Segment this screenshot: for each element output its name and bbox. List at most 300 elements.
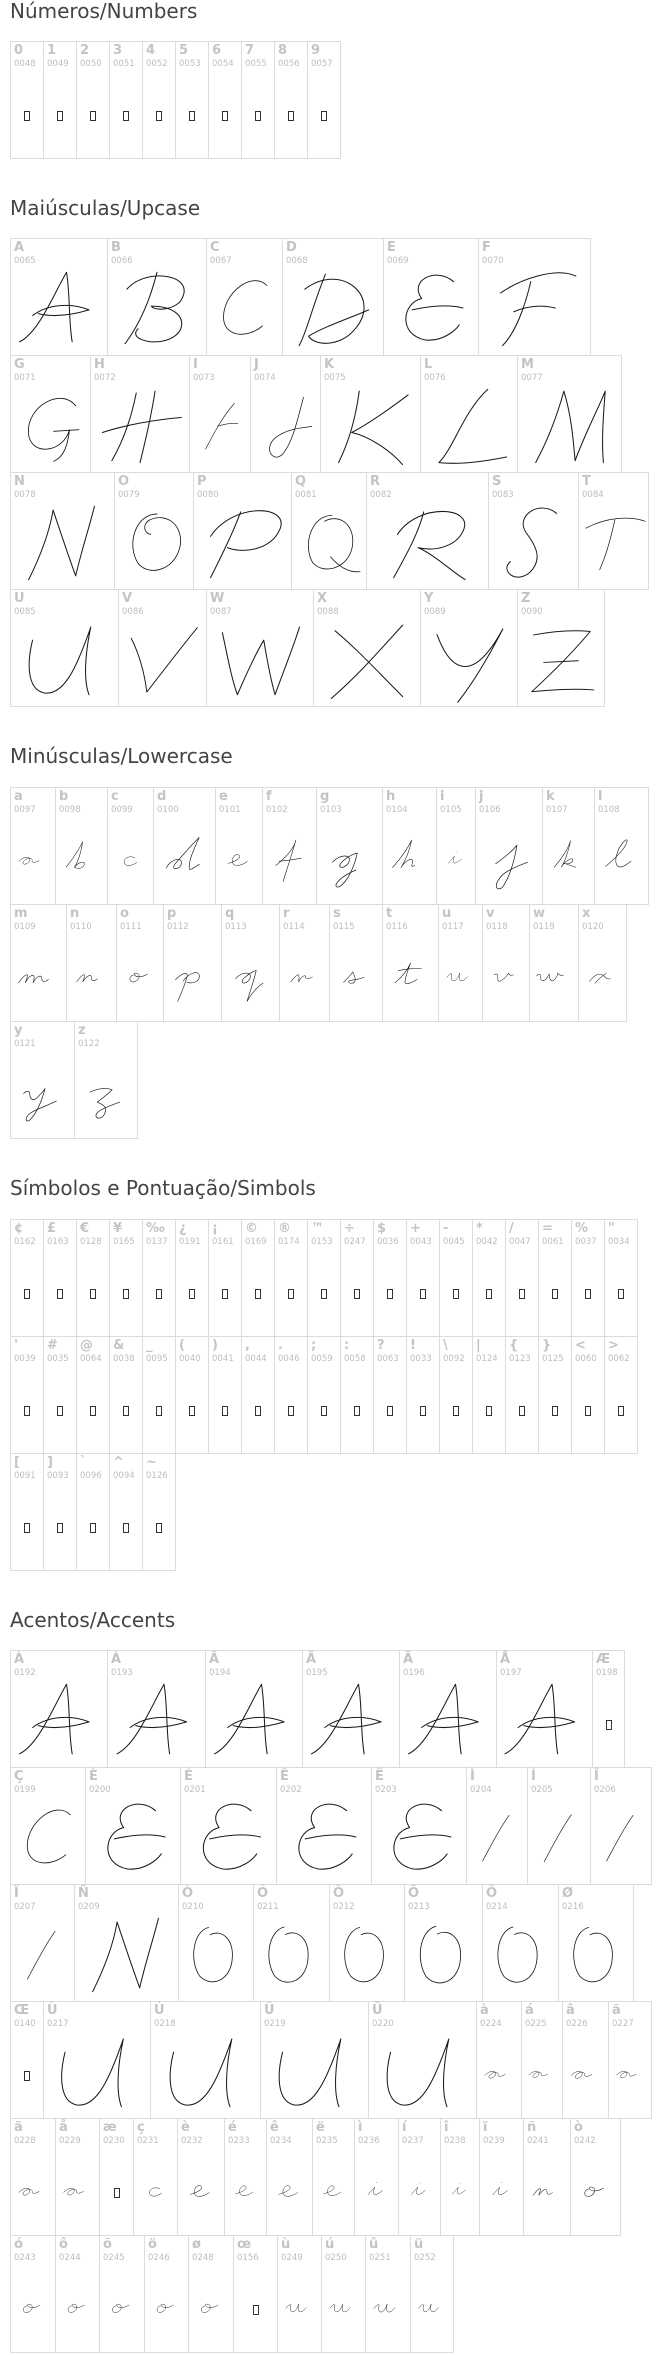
glyph-char-label: - xyxy=(443,1221,449,1236)
glyph-stroke xyxy=(483,1815,509,1861)
glyph-char-label: â xyxy=(566,2003,575,2018)
missing-glyph-box xyxy=(255,1289,261,1299)
missing-glyph-box xyxy=(24,2071,30,2081)
glyph-code-label: 0088 xyxy=(317,607,339,617)
glyph-preview xyxy=(11,1907,74,2001)
glyph-char-label: Y xyxy=(424,591,434,606)
missing-glyph-box xyxy=(288,111,294,121)
glyph-code-label: 0252 xyxy=(414,2253,436,2263)
glyph-char-label: õ xyxy=(103,2237,112,2252)
glyph-cell xyxy=(107,1650,206,1768)
glyph-code-label: 0116 xyxy=(386,922,408,932)
glyph-code-label: 0085 xyxy=(14,607,36,617)
glyph-code-label: 0059 xyxy=(311,1354,333,1364)
glyph-code-label: 0199 xyxy=(14,1785,36,1795)
glyph-cell xyxy=(260,2001,369,2119)
missing-glyph-box xyxy=(90,111,96,121)
glyph-code-label: 0090 xyxy=(521,607,543,617)
glyph-stroke xyxy=(333,853,358,887)
missing-glyph-box xyxy=(123,1289,129,1299)
glyph-preview xyxy=(261,2024,368,2118)
glyph-stroke xyxy=(494,973,513,981)
glyph-preview xyxy=(530,927,578,1021)
glyph-preview xyxy=(476,810,542,904)
glyph-cell xyxy=(608,2001,652,2119)
glyph-stroke xyxy=(20,1684,90,1754)
glyph-preview xyxy=(225,2141,266,2235)
glyph-cell xyxy=(76,1336,110,1454)
glyph-code-label: 0225 xyxy=(525,2019,547,2029)
glyph-char-label: r xyxy=(283,906,290,921)
glyph-code-label: 0050 xyxy=(80,59,102,69)
glyph-char-label: > xyxy=(608,1338,619,1353)
glyph-char-label: x xyxy=(582,906,591,921)
glyph-cell xyxy=(529,904,579,1022)
glyph-stroke xyxy=(108,1804,165,1869)
glyph-char-label: ® xyxy=(278,1221,291,1236)
glyph-code-label: 0084 xyxy=(582,490,604,500)
glyph-cell xyxy=(420,355,518,473)
glyph-cell xyxy=(373,1219,407,1337)
glyph-char-label: X xyxy=(317,591,328,606)
glyph-cell xyxy=(215,787,263,905)
glyph-code-label: 0036 xyxy=(377,1237,399,1247)
glyph-code-label: 0105 xyxy=(440,805,462,815)
glyph-code-label: 0209 xyxy=(78,1902,100,1912)
glyph-code-label: 0106 xyxy=(479,805,501,815)
glyph-code-label: 0234 xyxy=(270,2136,292,2146)
glyph-stroke xyxy=(452,2183,465,2194)
glyph-char-label: a xyxy=(14,789,23,804)
glyph-code-label: 0162 xyxy=(14,1237,36,1247)
glyph-char-label: | xyxy=(476,1338,481,1353)
glyph-cell xyxy=(74,1884,179,2002)
glyph-preview xyxy=(108,1673,205,1767)
glyph-cell xyxy=(109,1453,143,1571)
glyph-code-label: 0038 xyxy=(113,1354,135,1364)
glyph-char-label: Ê xyxy=(280,1769,289,1784)
glyph-code-label: 0040 xyxy=(179,1354,201,1364)
glyph-cell xyxy=(538,1336,572,1454)
glyph-code-label: 0124 xyxy=(476,1354,498,1364)
glyph-cell xyxy=(496,1650,593,1768)
glyph-stroke xyxy=(175,973,199,1002)
glyph-cell xyxy=(383,238,479,356)
glyph-stroke xyxy=(125,272,184,343)
glyph-char-label: Â xyxy=(209,1652,220,1667)
glyph-char-label: ü xyxy=(414,2237,424,2252)
glyph-stroke xyxy=(224,281,268,335)
glyph-preview xyxy=(44,2024,150,2118)
glyph-cell xyxy=(365,2235,411,2353)
glyph-preview xyxy=(559,1907,633,2001)
glyph-cell xyxy=(109,41,143,159)
glyph-cell xyxy=(329,1884,405,2002)
glyph-char-label: Å xyxy=(500,1652,511,1667)
glyph-char-label: á xyxy=(525,2003,534,2018)
glyph-cell xyxy=(10,1336,44,1454)
glyph-preview xyxy=(11,2141,55,2235)
glyph-char-label: l xyxy=(598,789,603,804)
missing-glyph-box xyxy=(57,1523,63,1533)
missing-glyph-box xyxy=(288,1289,294,1299)
glyph-cell xyxy=(175,41,209,159)
glyph-cell xyxy=(208,1219,242,1337)
glyph-code-label: 0174 xyxy=(278,1237,300,1247)
missing-glyph-box xyxy=(453,1289,459,1299)
glyph-cell xyxy=(410,2235,454,2353)
glyph-char-label: 6 xyxy=(212,43,222,58)
glyph-code-label: 0247 xyxy=(344,1237,366,1247)
glyph-code-label: 0048 xyxy=(14,59,36,69)
glyph-preview xyxy=(383,927,438,1021)
glyph-code-label: 0093 xyxy=(47,1471,69,1481)
missing-glyph-box xyxy=(156,1289,162,1299)
glyph-preview xyxy=(480,2141,523,2235)
glyph-code-label: 0211 xyxy=(257,1902,279,1912)
glyph-cell xyxy=(571,1219,605,1337)
glyph-char-label: v xyxy=(486,906,495,921)
glyph-char-label: ä xyxy=(14,2120,23,2135)
glyph-stroke xyxy=(501,273,576,346)
glyph-stroke xyxy=(236,971,263,1002)
glyph-cell xyxy=(208,41,242,159)
missing-glyph-box xyxy=(90,1523,96,1533)
glyph-stroke xyxy=(324,2186,341,2196)
glyph-char-label: s xyxy=(333,906,341,921)
glyph-cell xyxy=(320,355,421,473)
glyph-code-label: 0033 xyxy=(410,1354,432,1364)
glyph-stroke xyxy=(77,975,98,982)
glyph-cell xyxy=(604,1336,638,1454)
glyph-cell xyxy=(406,1219,440,1337)
glyph-char-label: Í xyxy=(531,1769,536,1784)
glyph-code-label: 0126 xyxy=(146,1471,168,1481)
glyph-cell xyxy=(321,2235,366,2353)
glyph-code-label: 0249 xyxy=(281,2253,303,2263)
glyph-char-label: Ï xyxy=(14,1886,19,1901)
glyph-code-label: 0037 xyxy=(575,1237,597,1247)
glyph-stroke xyxy=(286,2304,307,2312)
glyph-code-label: 0115 xyxy=(333,922,355,932)
glyph-code-label: 0081 xyxy=(295,490,317,500)
glyph-char-label: K xyxy=(324,357,335,372)
glyph-char-label: g xyxy=(320,789,330,804)
glyph-code-label: 0241 xyxy=(527,2136,549,2146)
glyph-char-label: ] xyxy=(47,1455,53,1470)
glyph-cell xyxy=(180,1767,277,1885)
glyph-code-label: 0108 xyxy=(598,805,620,815)
glyph-preview xyxy=(179,1907,253,2001)
glyph-char-label: ? xyxy=(377,1338,385,1353)
glyph-cell xyxy=(578,472,649,590)
glyph-stroke xyxy=(586,518,645,569)
glyph-preview xyxy=(411,2258,453,2352)
missing-glyph-box xyxy=(253,2305,259,2315)
glyph-preview xyxy=(467,1790,527,1884)
glyph-char-label: c xyxy=(111,789,119,804)
glyph-preview xyxy=(151,2024,260,2118)
glyph-code-label: 0196 xyxy=(403,1668,425,1678)
glyph-code-label: 0229 xyxy=(59,2136,81,2146)
glyph-stroke xyxy=(270,397,312,457)
glyph-stroke xyxy=(536,391,606,462)
glyph-char-label: t xyxy=(386,906,393,921)
missing-glyph-box xyxy=(354,1406,360,1416)
glyph-char-label: ; xyxy=(311,1338,317,1353)
glyph-stroke xyxy=(493,2182,508,2194)
glyph-cell xyxy=(241,1219,275,1337)
glyph-cell xyxy=(274,1336,308,1454)
glyph-char-label: A xyxy=(14,240,25,255)
glyph-preview xyxy=(154,810,215,904)
glyph-stroke xyxy=(507,508,557,577)
glyph-char-label: & xyxy=(113,1338,125,1353)
glyph-stroke xyxy=(411,2183,425,2195)
glyph-char-label: R xyxy=(370,474,381,489)
glyph-char-label: M xyxy=(521,357,534,372)
glyph-preview xyxy=(579,927,626,1021)
glyph-code-label: 0079 xyxy=(118,490,140,500)
glyph-char-label: 5 xyxy=(179,43,189,58)
glyph-preview xyxy=(119,612,206,706)
missing-glyph-box xyxy=(321,111,327,121)
glyph-cell xyxy=(109,1219,143,1337)
glyph-code-label: 0193 xyxy=(111,1668,133,1678)
glyph-code-label: 0245 xyxy=(103,2253,125,2263)
glyph-code-label: 0251 xyxy=(369,2253,391,2263)
glyph-code-label: 0062 xyxy=(608,1354,630,1364)
glyph-cell xyxy=(43,2001,151,2119)
glyph-code-label: 0078 xyxy=(14,490,36,500)
glyph-cell xyxy=(276,1767,372,1885)
glyph-char-label: \ xyxy=(443,1338,448,1353)
glyph-code-label: 0098 xyxy=(59,805,81,815)
glyph-cell xyxy=(241,1336,275,1454)
glyph-char-label: Z xyxy=(521,591,531,606)
glyph-char-label: # xyxy=(47,1338,58,1353)
glyph-code-label: 0068 xyxy=(286,256,308,266)
glyph-code-label: 0228 xyxy=(14,2136,36,2146)
glyph-char-label: à xyxy=(480,2003,489,2018)
glyph-char-label: C xyxy=(210,240,220,255)
glyph-char-label: 4 xyxy=(146,43,156,58)
glyph-stroke xyxy=(19,2188,39,2195)
glyph-code-label: 0233 xyxy=(228,2136,250,2146)
glyph-preview xyxy=(278,2258,321,2352)
glyph-char-label: ë xyxy=(316,2120,325,2135)
missing-glyph-box xyxy=(552,1406,558,1416)
glyph-code-label: 0119 xyxy=(533,922,555,932)
glyph-cell xyxy=(10,2235,56,2353)
glyph-cell xyxy=(10,2001,44,2119)
glyph-cell xyxy=(206,589,314,707)
glyph-stroke xyxy=(64,2188,84,2195)
glyph-preview xyxy=(437,810,475,904)
glyph-preview xyxy=(399,2141,440,2235)
glyph-code-label: 0246 xyxy=(148,2253,170,2263)
missing-glyph-box xyxy=(57,1289,63,1299)
glyph-char-label: ' xyxy=(14,1338,18,1353)
glyph-cell xyxy=(420,589,518,707)
glyph-code-label: 0043 xyxy=(410,1237,432,1247)
glyph-char-label: _ xyxy=(146,1338,153,1353)
glyph-char-label: E xyxy=(387,240,396,255)
glyph-preview xyxy=(283,261,383,355)
glyph-cell xyxy=(262,787,317,905)
glyph-char-label: ™ xyxy=(311,1221,324,1236)
glyph-code-label: 0089 xyxy=(424,607,446,617)
glyph-code-label: 0203 xyxy=(375,1785,397,1795)
glyph-cell xyxy=(479,2118,524,2236)
glyph-cell xyxy=(439,1219,473,1337)
glyph-code-label: 0140 xyxy=(14,2019,36,2029)
glyph-preview xyxy=(56,2258,99,2352)
glyph-code-label: 0195 xyxy=(306,1668,328,1678)
glyph-char-label: S xyxy=(492,474,502,489)
glyph-code-label: 0197 xyxy=(500,1668,522,1678)
missing-glyph-box xyxy=(24,1406,30,1416)
glyph-preview xyxy=(181,1790,276,1884)
glyph-stroke xyxy=(29,627,91,695)
glyph-stroke xyxy=(279,2039,341,2107)
glyph-stroke xyxy=(131,628,197,692)
glyph-code-label: 0061 xyxy=(542,1237,564,1247)
glyph-char-label: @ xyxy=(80,1338,93,1353)
glyph-code-label: 0120 xyxy=(582,922,604,932)
glyph-stroke xyxy=(62,2039,124,2107)
glyph-stroke xyxy=(27,1931,55,1979)
glyph-char-label: é xyxy=(228,2120,237,2135)
glyph-preview xyxy=(372,1790,466,1884)
glyph-preview xyxy=(313,2141,354,2235)
glyph-code-label: 0099 xyxy=(111,805,133,815)
glyph-char-label: T xyxy=(582,474,591,489)
glyph-code-label: 0244 xyxy=(59,2253,81,2263)
glyph-preview xyxy=(330,927,382,1021)
glyph-stroke xyxy=(393,840,415,868)
glyph-cell xyxy=(505,1219,539,1337)
glyph-cell xyxy=(340,1336,374,1454)
missing-glyph-box xyxy=(618,1406,624,1416)
glyph-cell xyxy=(354,2118,399,2236)
glyph-preview xyxy=(497,1673,592,1767)
glyph-cell xyxy=(472,1219,506,1337)
glyph-cell xyxy=(175,1336,209,1454)
glyph-char-label: % xyxy=(575,1221,589,1236)
glyph-code-label: 0200 xyxy=(89,1785,111,1795)
glyph-char-label: P xyxy=(197,474,207,489)
glyph-char-label: Û xyxy=(264,2003,275,2018)
glyph-cell xyxy=(282,238,384,356)
missing-glyph-box xyxy=(606,1720,612,1730)
glyph-stroke xyxy=(394,1804,451,1869)
glyph-char-label: Ó xyxy=(257,1886,269,1901)
glyph-code-label: 0137 xyxy=(146,1237,168,1247)
glyph-cell xyxy=(74,1021,138,1139)
glyph-cell xyxy=(517,589,605,707)
glyph-cell xyxy=(274,41,308,159)
glyph-preview xyxy=(439,927,482,1021)
glyph-stroke xyxy=(133,514,181,570)
glyph-cell xyxy=(562,2001,609,2119)
glyph-char-label: I xyxy=(193,357,198,372)
glyph-char-label: ¿ xyxy=(179,1221,187,1236)
glyph-preview xyxy=(267,2141,312,2235)
glyph-stroke xyxy=(447,973,468,981)
glyph-cell xyxy=(277,2235,322,2353)
glyph-cell xyxy=(594,787,649,905)
glyph-code-label: 0086 xyxy=(122,607,144,617)
glyph-code-label: 0072 xyxy=(94,373,116,383)
glyph-stroke xyxy=(448,852,461,863)
glyph-cell xyxy=(399,1650,497,1768)
glyph-stroke xyxy=(206,403,238,449)
glyph-preview xyxy=(11,495,114,589)
glyph-stroke xyxy=(112,2304,129,2313)
glyph-preview xyxy=(280,927,329,1021)
glyph-stroke xyxy=(269,1927,308,1982)
glyph-code-label: 0041 xyxy=(212,1354,234,1364)
glyph-cell xyxy=(206,238,283,356)
glyph-cell xyxy=(10,238,108,356)
missing-glyph-box xyxy=(156,1523,162,1533)
glyph-preview xyxy=(115,495,193,589)
glyph-cell xyxy=(340,1219,374,1337)
glyph-preview xyxy=(251,378,320,472)
glyph-char-label: å xyxy=(59,2120,68,2135)
glyph-cell xyxy=(241,41,275,159)
glyph-stroke xyxy=(19,975,49,983)
glyph-char-label: Ñ xyxy=(78,1886,89,1901)
glyph-preview xyxy=(591,1790,651,1884)
glyph-cell xyxy=(329,904,383,1022)
glyph-cell xyxy=(472,1336,506,1454)
glyph-cell xyxy=(10,1021,75,1139)
glyph-code-label: 0242 xyxy=(574,2136,596,2146)
missing-glyph-box xyxy=(519,1289,525,1299)
glyph-char-label: O xyxy=(118,474,130,489)
glyph-cell xyxy=(592,1650,625,1768)
glyph-cell xyxy=(10,355,91,473)
missing-glyph-box xyxy=(114,2188,120,2198)
glyph-char-label: œ xyxy=(237,2237,252,2252)
glyph-code-label: 0230 xyxy=(103,2136,125,2146)
glyph-preview xyxy=(117,927,163,1021)
glyph-char-label: m xyxy=(14,906,28,921)
glyph-char-label: ñ xyxy=(527,2120,537,2135)
glyph-char-label: / xyxy=(509,1221,514,1236)
glyph-cell xyxy=(438,904,483,1022)
glyph-code-label: 0122 xyxy=(78,1039,100,1049)
glyph-code-label: 0232 xyxy=(181,2136,203,2146)
glyph-code-label: 0063 xyxy=(377,1354,399,1364)
glyph-code-label: 0069 xyxy=(387,256,409,266)
glyph-cell xyxy=(10,904,67,1022)
glyph-code-label: 0067 xyxy=(210,256,232,266)
missing-glyph-box xyxy=(222,1406,228,1416)
glyph-stroke xyxy=(537,973,564,981)
glyph-code-label: 0046 xyxy=(278,1354,300,1364)
glyph-cell xyxy=(404,1884,483,2002)
glyph-char-label: . xyxy=(278,1338,283,1353)
glyph-code-label: 0060 xyxy=(575,1354,597,1364)
glyph-code-label: 0080 xyxy=(197,490,219,500)
glyph-char-label: V xyxy=(122,591,133,606)
glyph-cell xyxy=(368,2001,477,2119)
glyph-cell xyxy=(538,1219,572,1337)
glyph-char-label: , xyxy=(245,1338,250,1353)
